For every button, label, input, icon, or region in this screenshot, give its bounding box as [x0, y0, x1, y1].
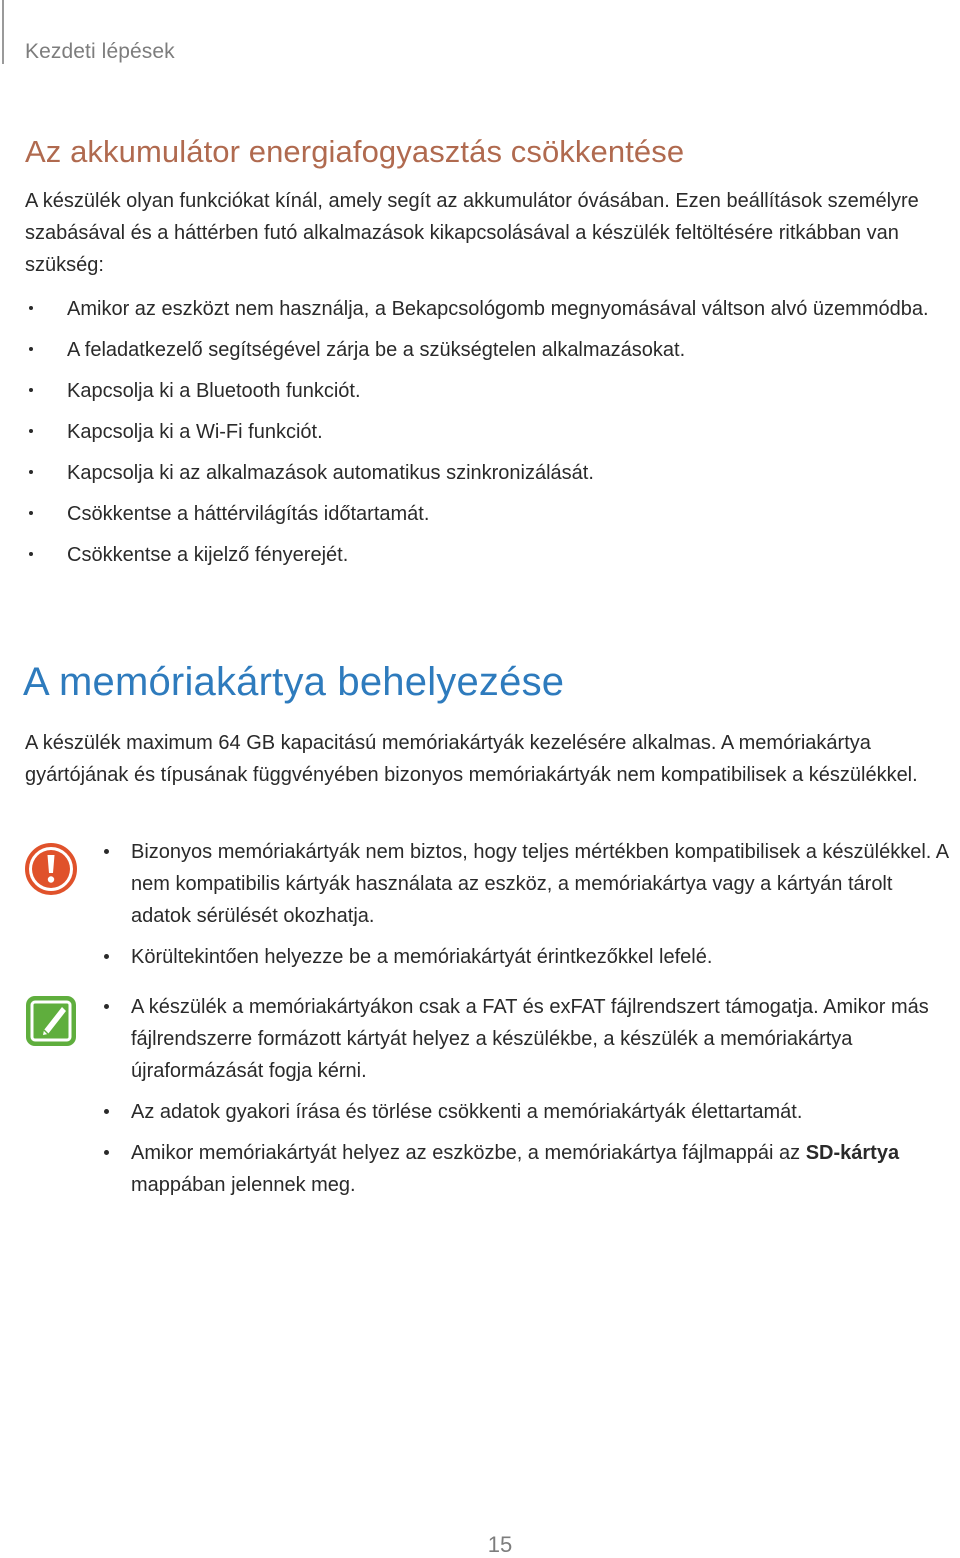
list-item-text: A készülék a memóriakártyákon csak a FAT és exFAT fájlrendszert támogatja. Amikor más fájlrendszerre formázott kártyát helyez a készülékbe, a készülék a memóriakártya újraformázását fogja kérni.: [131, 996, 929, 1082]
list-item-text: Bizonyos memóriakártyák nem biztos, hogy teljes mértékben kompatibilisek a készülékkel. A nem kompatibilis kártyák használata az eszköz, a memóriakártya vagy a kártyán tárolt adatok sérülését okozhatja.: [131, 841, 949, 927]
bullet-dot: [29, 388, 33, 392]
memory-card-intro-paragraph: A készülék maximum 64 GB kapacitású memóriakártyák kezelésére alkalmas. A memóriakártya gyártójának és típusának függvényében bizonyos memóriakártyák nem kompatibilisek a készülékkel.: [25, 732, 918, 786]
list-item-text: Körültekintően helyezze be a memóriakártyát érintkezőkkel lefelé.: [131, 946, 713, 968]
list-item: [102, 836, 952, 932]
list-item: [102, 941, 952, 973]
list-item-text-after: mappában jelennek meg.: [131, 1174, 356, 1196]
warning-list: [102, 836, 952, 982]
bullet-dot: [29, 511, 33, 515]
bullet-dot: [29, 470, 33, 474]
section-title-memory-card: A memóriakártya behelyezése: [23, 660, 565, 704]
bullet-dot: [104, 849, 109, 854]
exclamation-warning-icon: [24, 842, 78, 896]
bullet-dot: [104, 1150, 109, 1155]
battery-intro-paragraph: A készülék olyan funkciókat kínál, amely segít az akkumulátor óvásában. Ezen beállítások személyre szabásával és a háttérben futó alkalmazások kikapcsolásával a készülék feltöltésére ritkábban van szükség:: [25, 190, 919, 276]
page-number: 15: [487, 1532, 513, 1557]
sd-card-folder-name: SD-kártya: [805, 1142, 900, 1164]
list-item-text: Kapcsolja ki a Wi-Fi funkciót.: [67, 421, 323, 443]
list-item-text: Csökkentse a háttérvilágítás időtartamát.: [67, 503, 430, 525]
list-item: [25, 457, 950, 489]
battery-tips-list: [25, 293, 950, 580]
list-item-text: Kapcsolja ki a Bluetooth funkciót.: [67, 380, 361, 402]
list-item: [25, 334, 950, 366]
bullet-dot: [104, 954, 109, 959]
breadcrumb: Kezdeti lépések: [25, 40, 175, 63]
pencil-note-icon: [24, 994, 78, 1048]
list-item: [102, 1096, 952, 1128]
list-item-text: Amikor az eszközt nem használja, a Bekapcsológomb megnyomásával váltson alvó üzemmódba.: [67, 298, 929, 320]
list-item: [25, 293, 950, 325]
list-item: [25, 375, 950, 407]
note-list: [102, 991, 952, 1210]
bullet-dot: [29, 306, 33, 310]
bullet-dot: [29, 347, 33, 351]
bullet-dot: [29, 552, 33, 556]
list-item: [25, 539, 950, 571]
list-item: [102, 1137, 952, 1201]
header-rule: [2, 0, 4, 64]
list-item: [102, 991, 952, 1087]
list-item-text: Csökkentse a kijelző fényerejét.: [67, 544, 349, 566]
list-item-text: Kapcsolja ki az alkalmazások automatikus szinkronizálását.: [67, 462, 594, 484]
bullet-dot: [104, 1109, 109, 1114]
list-item-text-before: Amikor memóriakártyát helyez az eszközbe, a memóriakártya fájlmappái az: [131, 1142, 806, 1164]
list-item: [25, 416, 950, 448]
section-title-battery: Az akkumulátor energiafogyasztás csökkentése: [25, 134, 685, 169]
list-item-text: A feladatkezelő segítségével zárja be a szükségtelen alkalmazásokat.: [67, 339, 686, 361]
bullet-dot: [104, 1004, 109, 1009]
list-item-text: Az adatok gyakori írása és törlése csökkenti a memóriakártyák élettartamát.: [131, 1101, 803, 1123]
list-item: [25, 498, 950, 530]
bullet-dot: [29, 429, 33, 433]
